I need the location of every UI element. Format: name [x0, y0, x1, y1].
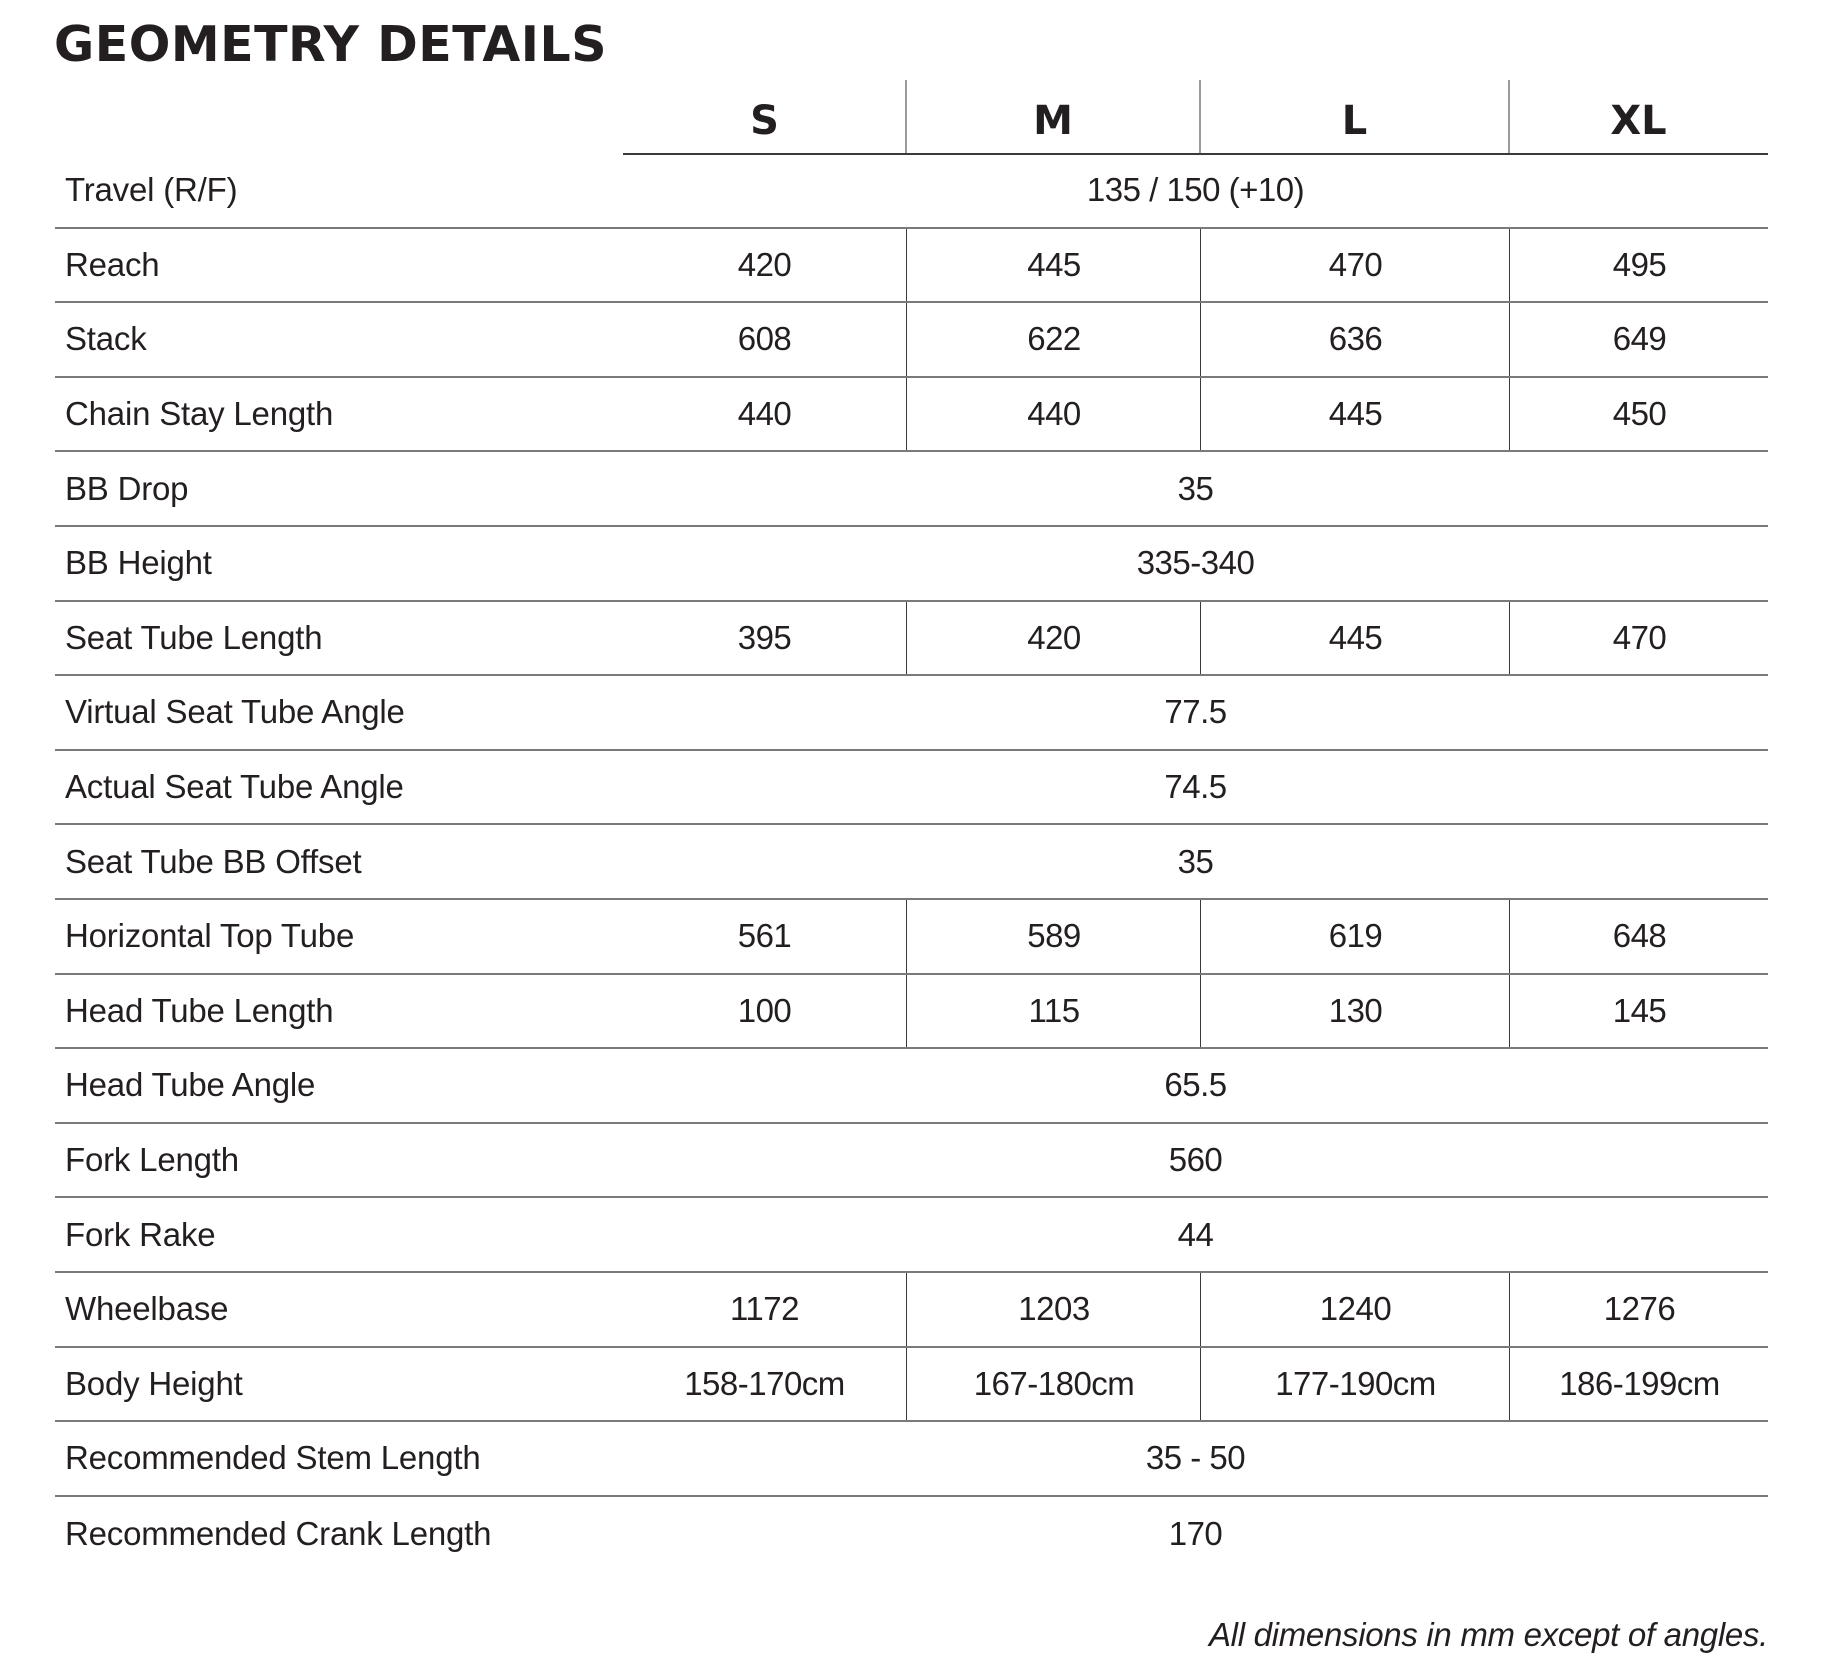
size-header-m: M — [1033, 98, 1073, 144]
value-cell-l: 1240 — [1200, 1273, 1510, 1346]
row-label: Actual Seat Tube Angle — [65, 768, 404, 806]
value-cell-l: 470 — [1200, 229, 1510, 302]
table-row — [55, 751, 1768, 826]
row-label: Seat Tube BB Offset — [65, 842, 362, 880]
value-cell-m: 420 — [906, 602, 1201, 675]
row-label: Body Height — [65, 1364, 243, 1402]
table-row — [55, 1273, 1768, 1348]
value-cell-m: 115 — [906, 975, 1201, 1048]
table-row — [55, 1124, 1768, 1199]
merged-value-cell: 135 / 150 (+10) — [1086, 171, 1305, 209]
table-row — [55, 378, 1768, 453]
row-label: Head Tube Angle — [65, 1066, 316, 1104]
row-label: Head Tube Length — [65, 991, 334, 1029]
size-header-l: L — [1341, 98, 1368, 144]
table-row — [55, 900, 1768, 975]
row-label: Fork Length — [65, 1141, 239, 1179]
value-cell-m: 1203 — [906, 1273, 1201, 1346]
merged-value-cell: 74.5 — [1164, 768, 1227, 806]
table-row — [55, 676, 1768, 751]
table-row — [55, 975, 1768, 1050]
value-cell-s: 561 — [737, 917, 792, 955]
row-label: Seat Tube Length — [65, 618, 323, 656]
value-cell-l: 445 — [1200, 378, 1510, 451]
value-cell-xl: 1276 — [1509, 1273, 1769, 1346]
table-row — [55, 527, 1768, 602]
table-row — [55, 154, 1768, 229]
value-cell-l: 619 — [1200, 900, 1510, 973]
row-label: Recommended Crank Length — [65, 1514, 492, 1552]
merged-value-cell: 65.5 — [1164, 1066, 1227, 1104]
table-row — [55, 303, 1768, 378]
value-cell-s: 395 — [737, 618, 792, 656]
value-cell-s: 158-170cm — [684, 1364, 845, 1402]
table-row — [55, 1198, 1768, 1273]
value-cell-m: 440 — [906, 378, 1201, 451]
table-row — [55, 452, 1768, 527]
value-cell-l: 130 — [1200, 975, 1510, 1048]
row-label: Stack — [65, 320, 147, 358]
value-cell-xl: 186-199cm — [1509, 1348, 1769, 1421]
size-header-s: S — [750, 98, 779, 144]
table-body — [55, 154, 1768, 1571]
merged-value-cell: 560 — [1168, 1141, 1223, 1179]
size-header-xl: XL — [1610, 98, 1667, 144]
value-cell-xl: 648 — [1509, 900, 1769, 973]
table-row — [55, 602, 1768, 677]
row-label: Chain Stay Length — [65, 395, 334, 433]
value-cell-s: 1172 — [730, 1290, 799, 1328]
table-row — [55, 1422, 1768, 1497]
row-label: Reach — [65, 245, 160, 283]
value-cell-s: 440 — [737, 395, 792, 433]
row-label: Virtual Seat Tube Angle — [65, 693, 405, 731]
row-label: BB Drop — [65, 469, 189, 507]
value-cell-l: 177-190cm — [1200, 1348, 1510, 1421]
table-row — [55, 825, 1768, 900]
value-cell-xl: 649 — [1509, 303, 1769, 376]
merged-value-cell: 335-340 — [1136, 544, 1255, 582]
footnote: All dimensions in mm except of angles. — [1208, 1616, 1768, 1653]
value-cell-xl: 495 — [1509, 229, 1769, 302]
value-cell-xl: 450 — [1509, 378, 1769, 451]
row-label: Wheelbase — [65, 1290, 229, 1328]
merged-value-cell: 35 — [1177, 469, 1214, 507]
row-label: BB Height — [65, 544, 212, 582]
value-cell-s: 100 — [737, 991, 792, 1029]
merged-value-cell: 170 — [1168, 1514, 1223, 1552]
row-label: Horizontal Top Tube — [65, 917, 355, 955]
merged-value-cell: 35 - 50 — [1145, 1439, 1246, 1477]
size-header-row — [55, 80, 1768, 154]
value-cell-m: 445 — [906, 229, 1201, 302]
value-cell-m: 167-180cm — [906, 1348, 1201, 1421]
merged-value-cell: 44 — [1177, 1215, 1214, 1253]
page-title: GEOMETRY DETAILS — [54, 16, 608, 73]
row-label: Fork Rake — [65, 1215, 216, 1253]
merged-value-cell: 35 — [1177, 842, 1214, 880]
value-cell-l: 636 — [1200, 303, 1510, 376]
geometry-table — [55, 80, 1768, 1571]
value-cell-m: 622 — [906, 303, 1201, 376]
value-cell-m: 589 — [906, 900, 1201, 973]
table-row — [55, 229, 1768, 304]
value-cell-xl: 145 — [1509, 975, 1769, 1048]
row-label: Recommended Stem Length — [65, 1439, 481, 1477]
merged-value-cell: 77.5 — [1164, 693, 1227, 731]
row-label: Travel (R/F) — [65, 171, 238, 209]
value-cell-l: 445 — [1200, 602, 1510, 675]
value-cell-s: 608 — [737, 320, 792, 358]
table-row — [55, 1049, 1768, 1124]
table-row — [55, 1348, 1768, 1423]
value-cell-xl: 470 — [1509, 602, 1769, 675]
value-cell-s: 420 — [737, 245, 792, 283]
table-row — [55, 1497, 1768, 1572]
